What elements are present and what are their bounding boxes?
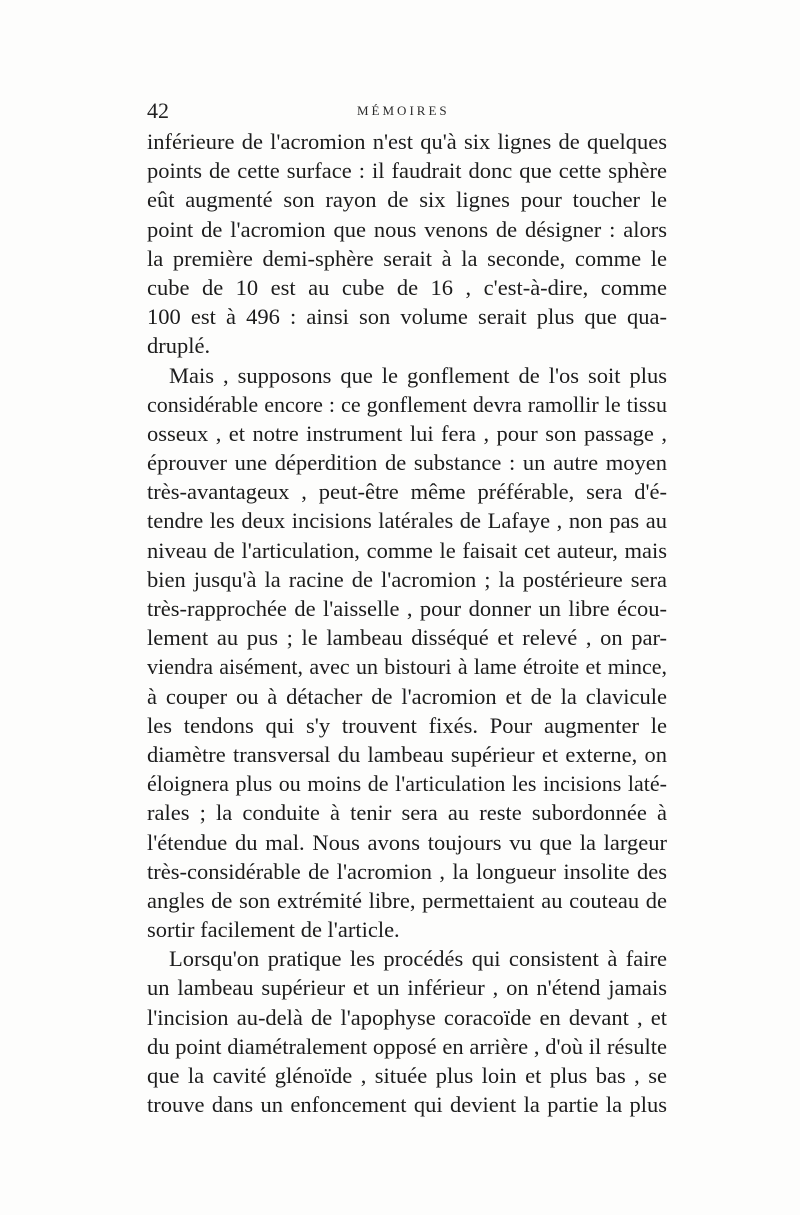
text-line: très-avantageux , peut-être même préférable, sera d'é- [147, 479, 667, 505]
text-line: cube de 10 est au cube de 16 , c'est-à-dire, comme [147, 274, 667, 300]
text-line: eût augmenté son rayon de six lignes pour toucher le [147, 187, 667, 213]
text-line: du point diamétralement opposé en arrière , d'où il résulte [147, 1033, 667, 1059]
text-line: druplé. [147, 333, 211, 359]
page-header [147, 96, 667, 126]
paragraph [147, 944, 667, 1119]
paragraph [147, 127, 667, 361]
text-line: 100 est à 496 : ainsi son volume serait plus que qua- [147, 304, 667, 330]
text-line: trouve dans un enfoncement qui devient la partie la plus [147, 1092, 667, 1118]
text-line: que la cavité glénoïde , située plus loin et plus bas , se [147, 1063, 667, 1088]
text-line: niveau de l'articulation, comme le faisait cet auteur, mais [147, 537, 667, 563]
text-line: à couper ou à détacher de l'acromion et de la clavicule [147, 683, 667, 709]
text-line: l'incision au-delà de l'apophyse coracoïde en devant , et [147, 1004, 667, 1030]
text-line: éprouver une déperdition de substance : un autre moyen [147, 450, 667, 476]
text-line: sortir facilement de l'article. [147, 917, 400, 943]
text-line: tendre les deux incisions latérales de Lafaye , non pas au [147, 508, 667, 534]
paragraph [147, 361, 667, 945]
text-line: considérable encore : ce gonflement devra ramollir le tissu [147, 391, 667, 417]
text-line: angles de son extrémité libre, permettaient au couteau de [147, 887, 667, 913]
text-line: osseux , et notre instrument lui fera , pour son passage , [147, 420, 667, 446]
page-number: 42 [147, 98, 169, 123]
text-line: rales ; la conduite à tenir sera au reste subordonnée à [147, 800, 667, 826]
text-line: un lambeau supérieur et un inférieur , on n'étend jamais [147, 975, 667, 1001]
text-line: lement au pus ; le lambeau disséqué et relevé , on par- [147, 625, 667, 651]
text-line: diamètre transversal du lambeau supérieur et externe, on [147, 741, 667, 767]
text-line: points de cette surface : il faudrait donc que cette sphère [147, 158, 667, 184]
running-title: MÉMOIRES [357, 103, 450, 118]
text-line: l'étendue du mal. Nous avons toujours vu que la largeur [147, 829, 667, 855]
text-line: Lorsqu'on pratique les procédés qui consistent à faire [169, 946, 667, 972]
text-line: Mais , supposons que le gonflement de l'os soit plus [169, 362, 667, 388]
text-line: bien jusqu'à la racine de l'acromion ; la postérieure sera [147, 566, 667, 592]
text-line: inférieure de l'acromion n'est qu'à six lignes de quelques [147, 129, 667, 154]
body-text [147, 127, 667, 1119]
text-line: la première demi-sphère serait à la seconde, comme le [147, 245, 667, 271]
text-line: éloignera plus ou moins de l'articulation les incisions laté- [147, 771, 667, 797]
text-line: les tendons qui s'y trouvent fixés. Pour augmenter le [147, 712, 667, 738]
text-line: très-rapprochée de l'aisselle , pour donner un libre écou- [147, 596, 667, 621]
text-line: point de l'acromion que nous venons de désigner : alors [147, 216, 667, 242]
text-line: très-considérable de l'acromion , la longueur insolite des [147, 858, 667, 884]
text-line: viendra aisément, avec un bistouri à lame étroite et mince, [147, 654, 667, 680]
